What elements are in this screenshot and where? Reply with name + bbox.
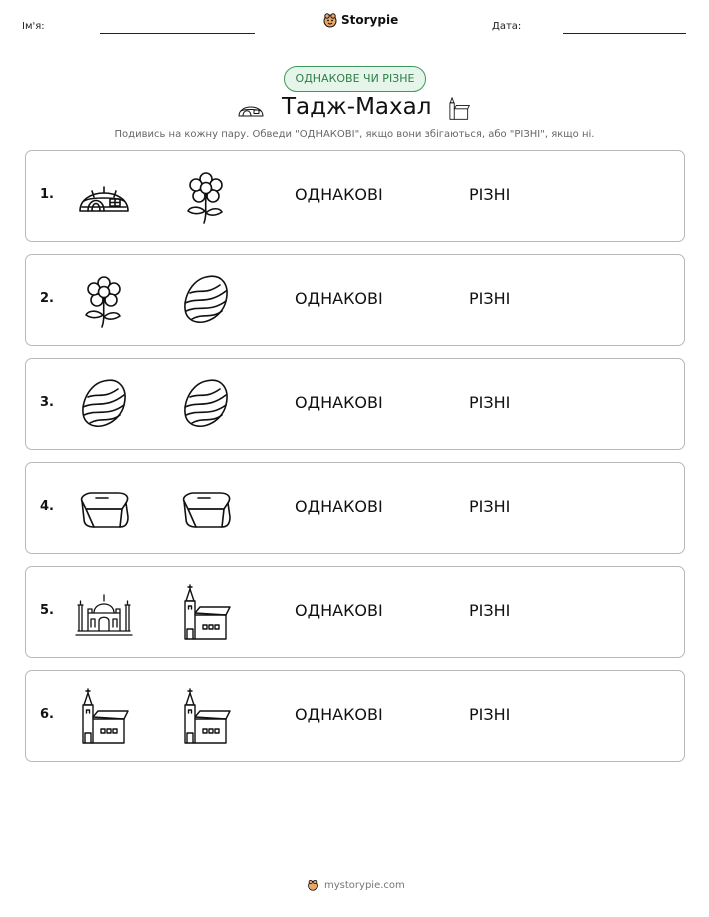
different-option[interactable]: РІЗНІ	[469, 705, 511, 724]
row-number: 2.	[40, 291, 54, 306]
row-number: 6.	[40, 707, 54, 722]
church-icon	[176, 583, 236, 643]
name-field[interactable]	[100, 33, 255, 34]
exercise-row	[25, 670, 685, 762]
page-title: Тадж-Махал	[282, 94, 432, 120]
different-option[interactable]: РІЗНІ	[469, 289, 511, 308]
exercise-row	[25, 358, 685, 450]
name-label: Ім'я:	[22, 21, 45, 32]
same-option[interactable]: ОДНАКОВІ	[295, 185, 383, 204]
title-row	[0, 92, 709, 128]
different-option[interactable]: РІЗНІ	[469, 185, 511, 204]
exercise-row	[25, 254, 685, 346]
igloo-icon	[74, 167, 134, 227]
worksheet-type-badge: ОДНАКОВЕ ЧИ РІЗНЕ	[284, 66, 426, 92]
same-option[interactable]: ОДНАКОВІ	[295, 497, 383, 516]
date-field[interactable]	[563, 33, 686, 34]
storypie-logo-icon	[307, 879, 319, 891]
taj-mahal-icon	[74, 583, 134, 643]
exercise-row	[25, 566, 685, 658]
same-option[interactable]: ОДНАКОВІ	[295, 393, 383, 412]
exercise-row	[25, 462, 685, 554]
storypie-logo-icon	[322, 12, 338, 28]
stone-icon	[74, 375, 134, 435]
church-icon	[446, 92, 472, 124]
soap-icon	[176, 479, 236, 539]
soap-icon	[74, 479, 134, 539]
footer-url: mystorypie.com	[324, 879, 405, 891]
church-icon	[74, 687, 134, 747]
brand-name: Storypie	[341, 13, 399, 27]
different-option[interactable]: РІЗНІ	[469, 601, 511, 620]
same-option[interactable]: ОДНАКОВІ	[295, 601, 383, 620]
same-option[interactable]: ОДНАКОВІ	[295, 705, 383, 724]
church-icon	[176, 687, 236, 747]
igloo-icon	[234, 94, 268, 124]
worksheet-header	[0, 0, 709, 50]
exercise-row	[25, 150, 685, 242]
different-option[interactable]: РІЗНІ	[469, 393, 511, 412]
date-label: Дата:	[492, 21, 522, 32]
footer	[307, 879, 405, 891]
brand-logo	[322, 12, 398, 28]
row-number: 3.	[40, 395, 54, 410]
stone-icon	[176, 375, 236, 435]
flower-icon	[74, 271, 134, 331]
row-number: 5.	[40, 603, 54, 618]
same-option[interactable]: ОДНАКОВІ	[295, 289, 383, 308]
different-option[interactable]: РІЗНІ	[469, 497, 511, 516]
stone-icon	[176, 271, 236, 331]
flower-icon	[176, 167, 236, 227]
row-number: 4.	[40, 499, 54, 514]
instructions: Подивись на кожну пару. Обведи "ОДНАКОВІ", якщо вони збігаються, або "РІЗНІ", якщо ні.	[114, 129, 595, 140]
row-number: 1.	[40, 187, 54, 202]
